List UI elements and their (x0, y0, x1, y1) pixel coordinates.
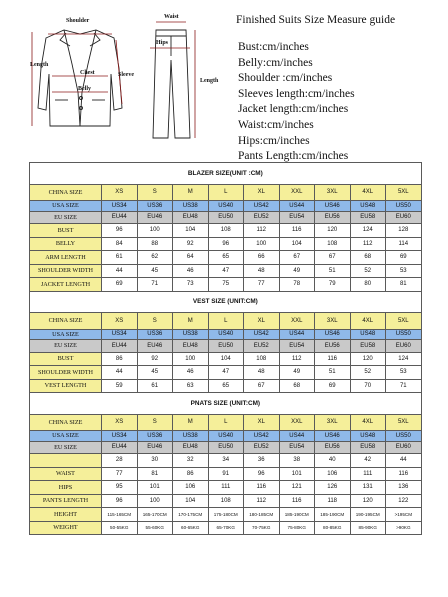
table-cell: 75-80KG (279, 521, 315, 535)
table-cell: EU54 (279, 211, 315, 224)
table-cell: EU46 (137, 211, 173, 224)
table-cell: 108 (208, 224, 244, 238)
table-cell: 69 (102, 278, 138, 292)
table-cell: 45 (137, 264, 173, 278)
table-cell: EU52 (244, 340, 280, 353)
table-cell: EU56 (315, 441, 351, 454)
table-cell: EU50 (208, 441, 244, 454)
table-cell: 79 (315, 278, 351, 292)
table-cell: US46 (315, 329, 351, 340)
table-cell: 84 (102, 237, 138, 251)
diagram-label-sleeve: Sleeve (118, 72, 134, 78)
row-label: HEIGHT (30, 508, 102, 522)
table-cell: 92 (173, 237, 209, 251)
table-cell: EU44 (102, 441, 138, 454)
table-cell: US46 (315, 431, 351, 442)
table-cell: EU52 (244, 441, 280, 454)
table-cell: 120 (350, 494, 386, 508)
table-cell: 116 (315, 352, 351, 366)
row-label: HIPS (30, 481, 102, 495)
table-cell: 67 (315, 251, 351, 265)
table-cell: EU58 (350, 441, 386, 454)
table-row (30, 211, 422, 224)
row-label: BUST (30, 224, 102, 238)
table-cell: 96 (208, 237, 244, 251)
row-label: USA SIZE (30, 201, 102, 212)
table-cell: EU46 (137, 340, 173, 353)
table-cell: 190-195CM (350, 508, 386, 522)
table-cell: 86 (102, 352, 138, 366)
table-cell: 81 (386, 278, 422, 292)
table-cell: 120 (350, 352, 386, 366)
table-cell: 118 (315, 494, 351, 508)
table-row (30, 251, 422, 265)
table-cell: 70 (350, 379, 386, 393)
table-cell: 108 (315, 237, 351, 251)
table-cell: 5XL (386, 313, 422, 330)
table-cell: US36 (137, 329, 173, 340)
table-cell: 69 (315, 379, 351, 393)
table-cell: 100 (137, 224, 173, 238)
table-cell: 136 (386, 481, 422, 495)
table-cell: 5XL (386, 184, 422, 201)
table-cell: 92 (137, 352, 173, 366)
table-title: BLAZER SIZE(UNIT :CM) (30, 163, 422, 185)
table-cell: 67 (279, 251, 315, 265)
table-cell: 170-175CM (173, 508, 209, 522)
table-cell: 46 (173, 264, 209, 278)
table-cell: 112 (244, 494, 280, 508)
table-cell: 71 (137, 278, 173, 292)
guide-item: Pants Length:cm/inches (238, 150, 349, 163)
guide-title: Finished Suits Size Measure guide (236, 14, 396, 26)
table-cell: 185-190CM (279, 508, 315, 522)
table-cell: XS (102, 313, 138, 330)
table-cell: 124 (386, 352, 422, 366)
table-cell: EU52 (244, 211, 280, 224)
table-cell: 52 (350, 366, 386, 380)
table-row (30, 521, 422, 535)
diagram-label-hips: Hips (156, 40, 169, 46)
table-cell: 128 (386, 224, 422, 238)
table-cell: 47 (208, 264, 244, 278)
table-cell: 5XL (386, 414, 422, 431)
row-label: JACKET LENGTH (30, 278, 102, 292)
table-row (30, 366, 422, 380)
table-cell: EU48 (173, 340, 209, 353)
row-label: CHINA SIZE (30, 184, 102, 201)
table-cell: >195CM (386, 508, 422, 522)
table-cell: XXL (279, 313, 315, 330)
table-cell: 53 (386, 366, 422, 380)
guide-item: Sleeves length:cm/inches (238, 87, 355, 100)
table-cell: 70-75KG (244, 521, 280, 535)
table-cell: 65 (208, 251, 244, 265)
table-cell: EU60 (386, 340, 422, 353)
table-cell: 106 (173, 481, 209, 495)
table-cell: >90KG (386, 521, 422, 535)
table-row (30, 340, 422, 353)
row-label: CHINA SIZE (30, 414, 102, 431)
row-label: CHINA SIZE (30, 313, 102, 330)
table-cell: US40 (208, 201, 244, 212)
guide-item: Bust:cm/inches (238, 41, 309, 53)
table-cell: EU60 (386, 441, 422, 454)
table-cell: 36 (244, 454, 280, 468)
table-cell: 108 (208, 494, 244, 508)
table-cell: 61 (137, 379, 173, 393)
table-cell: L (208, 184, 244, 201)
table-cell: US44 (279, 329, 315, 340)
table-cell: US48 (350, 201, 386, 212)
table-cell: 111 (350, 467, 386, 481)
table-cell: 4XL (350, 184, 386, 201)
table-row (30, 441, 422, 454)
table-cell: US36 (137, 201, 173, 212)
table-cell: 78 (279, 278, 315, 292)
table-cell: US34 (102, 329, 138, 340)
table-cell: 121 (279, 481, 315, 495)
table-row (30, 414, 422, 431)
table-cell: US42 (244, 201, 280, 212)
table-cell: US44 (279, 201, 315, 212)
table-cell: M (173, 313, 209, 330)
table-cell: EU56 (315, 211, 351, 224)
table-cell: 55-60KG (137, 521, 173, 535)
table-cell: 116 (244, 481, 280, 495)
table-cell: US48 (350, 329, 386, 340)
table-cell: US50 (386, 431, 422, 442)
table-cell: 185-190CM (315, 508, 351, 522)
table-row (30, 224, 422, 238)
table-cell: US50 (386, 329, 422, 340)
table-row (30, 201, 422, 212)
table-row (30, 467, 422, 481)
table-cell: 32 (173, 454, 209, 468)
table-row (30, 352, 422, 366)
table-cell: 96 (102, 494, 138, 508)
table-cell: M (173, 184, 209, 201)
table-cell: US46 (315, 201, 351, 212)
table-title: PNATS SIZE (UNIT:CM) (30, 393, 422, 415)
table-cell: S (137, 414, 173, 431)
diagram-label-waist: Waist (164, 14, 179, 20)
table-cell: EU46 (137, 441, 173, 454)
table-cell: US36 (137, 431, 173, 442)
table-cell: 34 (208, 454, 244, 468)
diagram-label-shoulder: Shoulder (66, 18, 90, 24)
table-cell: 88 (137, 237, 173, 251)
table-row (30, 494, 422, 508)
table-cell: XXL (279, 184, 315, 201)
table-cell: 65 (208, 379, 244, 393)
table-cell: EU60 (386, 211, 422, 224)
row-label: EU SIZE (30, 211, 102, 224)
table-cell: M (173, 414, 209, 431)
table-cell: EU50 (208, 211, 244, 224)
table-row (30, 184, 422, 201)
table-cell: 100 (173, 352, 209, 366)
table-cell: 68 (350, 251, 386, 265)
row-label: SHOULDER WIDTH (30, 366, 102, 380)
row-label: USA SIZE (30, 431, 102, 442)
table-cell: 104 (279, 237, 315, 251)
table-cell: 175-180CM (208, 508, 244, 522)
table-cell: 30 (137, 454, 173, 468)
table-cell: 64 (173, 251, 209, 265)
table-cell: 101 (279, 467, 315, 481)
measure-guide (0, 0, 448, 163)
table-cell: S (137, 184, 173, 201)
table-cell: 111 (208, 481, 244, 495)
table-row (30, 237, 422, 251)
table-cell: 81 (137, 467, 173, 481)
table-cell: L (208, 414, 244, 431)
table-cell: 49 (279, 264, 315, 278)
table-row (30, 431, 422, 442)
row-label: EU SIZE (30, 340, 102, 353)
row-label: EU SIZE (30, 441, 102, 454)
table-cell: US38 (173, 431, 209, 442)
row-label: PANTS LENGTH (30, 494, 102, 508)
table-cell: 68 (279, 379, 315, 393)
guide-item: Shoulder :cm/inches (238, 72, 333, 85)
row-label: VEST LENGTH (30, 379, 102, 393)
table-cell: 69 (386, 251, 422, 265)
table-cell: 62 (137, 251, 173, 265)
table-cell: 4XL (350, 414, 386, 431)
table-cell: 96 (244, 467, 280, 481)
table-cell: 112 (244, 224, 280, 238)
table-cell: 50-55KG (102, 521, 138, 535)
row-label: WEIGHT (30, 521, 102, 535)
diagram-label-length: Length (30, 62, 49, 68)
row-label: WAIST (30, 467, 102, 481)
table-cell: 44 (102, 366, 138, 380)
table-cell: 116 (279, 224, 315, 238)
table-cell: US38 (173, 201, 209, 212)
table-cell: EU48 (173, 211, 209, 224)
table-cell: 59 (102, 379, 138, 393)
table-row (30, 313, 422, 330)
table-cell: 44 (102, 264, 138, 278)
table-cell: EU56 (315, 340, 351, 353)
table-cell: 28 (102, 454, 138, 468)
table-cell: EU48 (173, 441, 209, 454)
table-cell: 101 (137, 481, 173, 495)
table-cell: 48 (244, 264, 280, 278)
table-cell: 122 (386, 494, 422, 508)
table-cell: US42 (244, 431, 280, 442)
table-cell: 95 (102, 481, 138, 495)
table-cell: XS (102, 414, 138, 431)
table-cell: 126 (315, 481, 351, 495)
table-cell: 48 (244, 366, 280, 380)
table-cell: 80-85KG (315, 521, 351, 535)
table-cell: 66 (244, 251, 280, 265)
table-cell: 63 (173, 379, 209, 393)
diagram-label-pants-length: Length (200, 78, 219, 84)
guide-item: Belly:cm/inches (238, 56, 313, 69)
table-cell: US50 (386, 201, 422, 212)
table-cell: EU44 (102, 211, 138, 224)
table-cell: 71 (386, 379, 422, 393)
table-cell: 44 (386, 454, 422, 468)
table-cell: 65-70KG (208, 521, 244, 535)
table-cell: EU54 (279, 441, 315, 454)
table-cell: 60-65KG (173, 521, 209, 535)
table-row (30, 264, 422, 278)
table-cell: 100 (137, 494, 173, 508)
guide-item: Hips:cm/inches (238, 134, 310, 147)
table-cell: XL (244, 414, 280, 431)
row-label: BELLY (30, 237, 102, 251)
row-label: SHOULDER WIDTH (30, 264, 102, 278)
diagram-label-belly: Belly (78, 86, 91, 92)
guide-measure-list (238, 40, 355, 165)
table-row (30, 454, 422, 468)
table-row (30, 278, 422, 292)
table-cell: EU50 (208, 340, 244, 353)
table-cell: 112 (279, 352, 315, 366)
table-title-row (30, 393, 422, 415)
table-cell: 104 (173, 494, 209, 508)
table-cell: 108 (244, 352, 280, 366)
table-title-row (30, 291, 422, 313)
table-cell: US48 (350, 431, 386, 442)
table-cell: XS (102, 184, 138, 201)
table-cell: 80 (350, 278, 386, 292)
table-cell: US44 (279, 431, 315, 442)
size-chart-table (29, 162, 422, 535)
table-cell: 115-165CM (102, 508, 138, 522)
table-cell: 124 (350, 224, 386, 238)
row-label: ARM LENGTH (30, 251, 102, 265)
size-tables (29, 162, 421, 590)
diagram-label-chest: Chest (80, 70, 95, 76)
table-cell: 61 (102, 251, 138, 265)
table-row (30, 379, 422, 393)
table-cell: 45 (137, 366, 173, 380)
table-cell: 42 (350, 454, 386, 468)
table-title-row (30, 163, 422, 185)
table-cell: 165-170CM (137, 508, 173, 522)
table-cell: US40 (208, 329, 244, 340)
guide-item: Jacket length:cm/inches (238, 103, 349, 116)
table-cell: 52 (350, 264, 386, 278)
table-cell: US34 (102, 431, 138, 442)
table-cell: US40 (208, 431, 244, 442)
table-cell: 46 (173, 366, 209, 380)
table-row (30, 329, 422, 340)
table-cell: 112 (350, 237, 386, 251)
table-cell: EU58 (350, 211, 386, 224)
table-cell: US42 (244, 329, 280, 340)
table-cell: XL (244, 184, 280, 201)
row-label: USA SIZE (30, 329, 102, 340)
table-cell: 85-90KG (350, 521, 386, 535)
table-cell: 116 (279, 494, 315, 508)
table-cell: 116 (386, 467, 422, 481)
table-cell: 3XL (315, 184, 351, 201)
guide-item: Waist:cm/inches (238, 118, 314, 131)
table-cell: 104 (208, 352, 244, 366)
table-cell: 40 (315, 454, 351, 468)
table-cell: 3XL (315, 414, 351, 431)
table-cell: 77 (102, 467, 138, 481)
table-cell: 96 (102, 224, 138, 238)
table-cell: 67 (244, 379, 280, 393)
table-cell: 73 (173, 278, 209, 292)
table-cell: 120 (315, 224, 351, 238)
table-cell: 91 (208, 467, 244, 481)
table-cell: 4XL (350, 313, 386, 330)
table-cell: 104 (173, 224, 209, 238)
table-cell: XXL (279, 414, 315, 431)
table-cell: 47 (208, 366, 244, 380)
table-cell: EU58 (350, 340, 386, 353)
table-cell: EU54 (279, 340, 315, 353)
table-cell: 131 (350, 481, 386, 495)
table-cell: US34 (102, 201, 138, 212)
row-label: BUST (30, 352, 102, 366)
table-cell: 49 (279, 366, 315, 380)
table-cell: 106 (315, 467, 351, 481)
table-cell: 180-185CM (244, 508, 280, 522)
table-cell: 75 (208, 278, 244, 292)
table-cell: 51 (315, 366, 351, 380)
table-cell: 3XL (315, 313, 351, 330)
table-cell: EU44 (102, 340, 138, 353)
table-cell: 38 (279, 454, 315, 468)
table-cell: 51 (315, 264, 351, 278)
table-cell: 114 (386, 237, 422, 251)
table-cell: 77 (244, 278, 280, 292)
table-cell: XL (244, 313, 280, 330)
table-cell: 86 (173, 467, 209, 481)
table-row (30, 481, 422, 495)
table-cell: S (137, 313, 173, 330)
table-cell: 53 (386, 264, 422, 278)
table-cell: L (208, 313, 244, 330)
table-cell: US38 (173, 329, 209, 340)
table-title: VEST SIZE (UNIT:CM) (30, 291, 422, 313)
row-label (30, 454, 102, 468)
table-row (30, 508, 422, 522)
table-cell: 100 (244, 237, 280, 251)
